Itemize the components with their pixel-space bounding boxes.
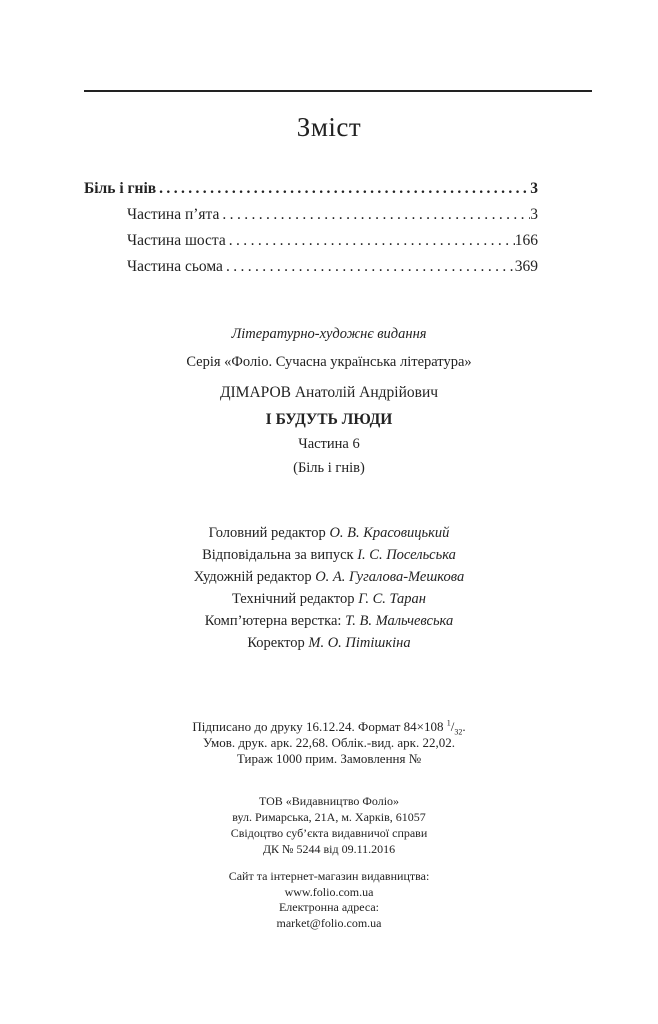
edition-title: І БУДУТЬ ЛЮДИ bbox=[265, 411, 393, 428]
credit-name: М. О. Пітішкіна bbox=[308, 635, 411, 651]
toc-leader-dots bbox=[156, 180, 530, 198]
print-format-line: Підписано до друку 16.12.24. Формат 84×108 $^1/_{32}$. bbox=[192, 718, 466, 737]
credit-role: Головний редактор bbox=[208, 525, 326, 541]
credit-line bbox=[0, 632, 658, 654]
toc-title: Зміст bbox=[296, 112, 362, 142]
toc-entry bbox=[84, 206, 538, 232]
edition-part: Частина 6 bbox=[298, 436, 360, 452]
toc-entry-label: Частина сьома bbox=[127, 258, 223, 275]
toc-leader-dots bbox=[223, 258, 515, 276]
edition-type: Літературно-художнє видання bbox=[231, 326, 427, 342]
publisher-info bbox=[0, 793, 658, 857]
format-fraction-numerator: 1 bbox=[446, 718, 451, 728]
credits bbox=[0, 522, 658, 654]
print-format-text: Підписано до друку 16.12.24. Формат 84×108 bbox=[192, 719, 444, 734]
edition-subtitle: (Біль і гнів) bbox=[293, 460, 365, 476]
print-info bbox=[0, 719, 658, 767]
publisher-address: вул. Римарська, 21А, м. Харків, 61057 bbox=[232, 810, 426, 824]
format-fraction-denominator: 32 bbox=[454, 727, 463, 737]
contact-info bbox=[0, 869, 658, 931]
credit-name: І. С. Посельська bbox=[357, 547, 456, 563]
print-run-line: Тираж 1000 прим. Замовлення № bbox=[236, 751, 422, 766]
credit-line bbox=[0, 522, 658, 544]
credit-role: Технічний редактор bbox=[231, 591, 355, 607]
toc-leader-dots bbox=[226, 232, 515, 250]
toc-leader-dots bbox=[219, 206, 530, 224]
toc-entry-label: Біль і гнів bbox=[84, 180, 157, 197]
publisher-certificate-number: ДК № 5244 від 09.11.2016 bbox=[262, 842, 396, 856]
publisher-certificate: Свідоцтво суб’єкта видавничої справи bbox=[230, 826, 428, 840]
edition-author: ДІМАРОВ Анатолій Андрійович bbox=[219, 384, 439, 401]
email-address: market@folio.com.ua bbox=[276, 915, 382, 930]
toc-entry-page: 166 bbox=[514, 232, 538, 249]
credit-line bbox=[0, 588, 658, 610]
credit-role: Відповідальна за випуск bbox=[202, 547, 354, 563]
toc-entry bbox=[84, 258, 538, 284]
credit-role: Художній редактор bbox=[193, 569, 312, 585]
edition-info bbox=[0, 322, 658, 480]
toc-entry-page: 369 bbox=[514, 258, 538, 275]
credit-name: Т. В. Мальчевська bbox=[345, 613, 454, 629]
edition-series: Серія «Фоліо. Сучасна українська література» bbox=[186, 354, 472, 370]
credit-name: О. А. Гугалова-Мешкова bbox=[315, 569, 465, 585]
print-format-end: . bbox=[462, 719, 466, 734]
site-url: www.folio.com.ua bbox=[284, 884, 374, 899]
credit-line bbox=[0, 610, 658, 632]
credit-role: Комп’ютерна верстка: bbox=[204, 613, 342, 629]
toc-entry bbox=[84, 232, 538, 258]
credit-name: О. В. Красовицький bbox=[329, 525, 450, 541]
credit-role: Коректор bbox=[247, 635, 305, 651]
toc-entry bbox=[84, 180, 538, 206]
toc-entry-page: 3 bbox=[530, 206, 538, 223]
site-label: Сайт та інтернет-магазин видавництва: bbox=[228, 869, 430, 883]
table-of-contents bbox=[84, 180, 538, 284]
toc-entry-page: 3 bbox=[530, 180, 538, 197]
email-label: Електронна адреса: bbox=[278, 900, 380, 914]
credit-line bbox=[0, 566, 658, 588]
credit-line bbox=[0, 544, 658, 566]
toc-entry-label: Частина шоста bbox=[127, 232, 226, 249]
publisher-name: ТОВ «Видавництво Фоліо» bbox=[258, 794, 400, 808]
toc-entry-label: Частина п’ята bbox=[127, 206, 220, 223]
credit-name: Г. С. Таран bbox=[358, 591, 427, 607]
print-sheets-line: Умов. друк. арк. 22,68. Облік.-вид. арк. 22,02. bbox=[203, 735, 455, 750]
header-rule bbox=[84, 90, 592, 92]
